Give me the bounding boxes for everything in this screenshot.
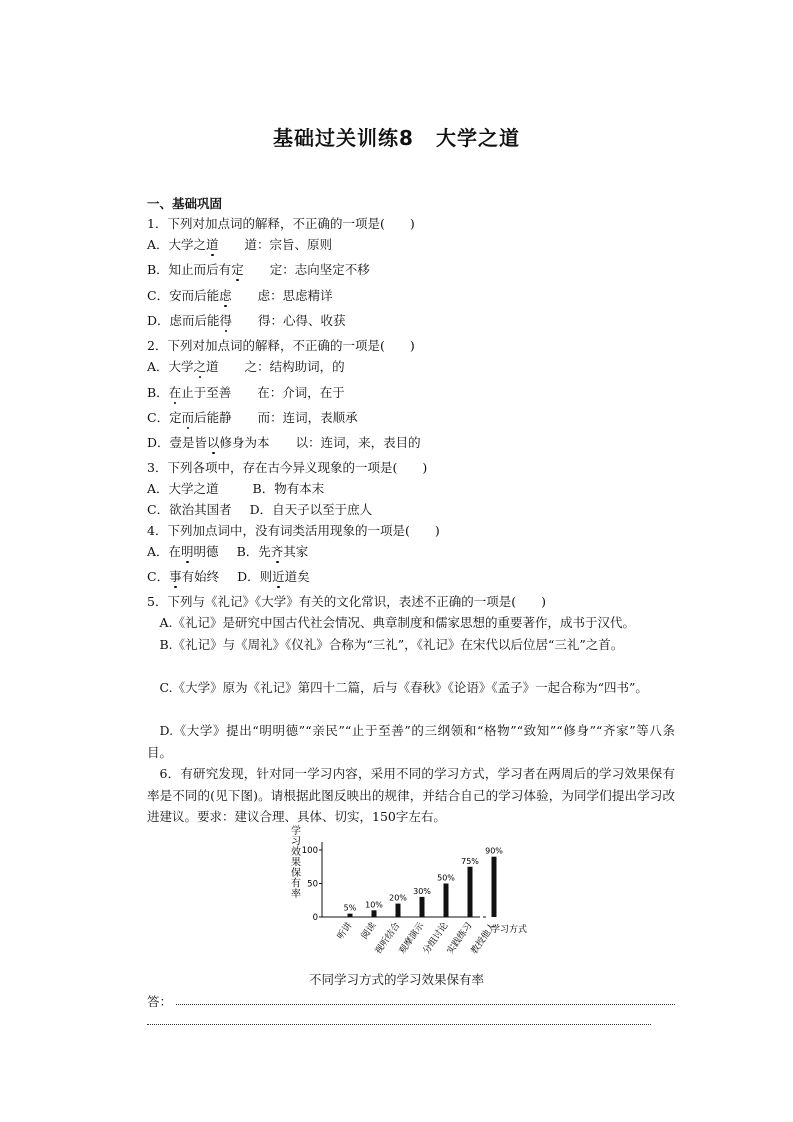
- bar: [348, 914, 353, 917]
- bar: [420, 897, 425, 917]
- q2-option-a: A．大学之道 之：结构助词，的: [147, 359, 345, 374]
- x-axis-label: 学习方式: [491, 925, 528, 935]
- q5-option-c: C.《大学》原为《礼记》第四十二篇，后与《春秋》《论语》《孟子》一起合称为“四书”。: [159, 680, 648, 695]
- q3-options-ab: A．大学之道 B．物有本末: [147, 481, 325, 496]
- category-label: 阅读: [359, 920, 379, 942]
- y-axis-label-char: 果: [291, 857, 301, 869]
- bar-value-label: 5%: [343, 903, 357, 913]
- bar-value-label: 10%: [365, 900, 383, 910]
- q3-options-cd: C．欲治其国者 D．自天子以至于庶人: [147, 502, 373, 517]
- answer-line-2[interactable]: [147, 1024, 651, 1025]
- q4-options-ab: A．在明明德 B．先齐其家: [147, 544, 309, 559]
- bar-value-label: 50%: [437, 873, 455, 883]
- page-title: 基础过关训练8 大学之道: [273, 126, 520, 150]
- y-axis-label-char: 学: [291, 826, 301, 837]
- q1-option-c: C．安而后能虑 虑：思虑精详: [147, 288, 333, 303]
- q1-stem: 1．下列对加点词的解释，不正确的一项是( ): [147, 216, 415, 231]
- y-tick-label: 100: [301, 846, 318, 856]
- y-axis-label-char: 有: [291, 878, 301, 890]
- q4-stem: 4．下列加点词中，没有词类活用现象的一项是( ): [147, 523, 440, 538]
- q5-option-b: B.《礼记》与《周礼》《仪礼》合称为“三礼”，《礼记》在宋代以后位居“三礼”之首。: [159, 637, 624, 652]
- q6-stem: 6．有研究发现，针对同一学习内容，采用不同的学习方式，学习者在两周后的学习效果保有率是不同的(见下图)。请根据此图反映出的规律，并结合自己的学习体验，为同学们提出学习改进建议。要求：建议合理、具体、切实，150字左右。: [147, 766, 675, 824]
- y-axis-label-char: 习: [291, 836, 301, 848]
- q1-option-a: A．大学之道 道：宗旨、原则: [147, 237, 333, 252]
- bar: [396, 904, 401, 917]
- section-heading: 一、基础巩固: [147, 196, 223, 211]
- q2-stem: 2．下列对加点词的解释，不正确的一项是( ): [147, 338, 415, 353]
- q2-option-c: C．定而后能静 而：连词，表顺承: [147, 410, 358, 425]
- bar: [444, 884, 449, 918]
- q2-option-b: B．在止于至善 在：介词，在于: [147, 385, 345, 400]
- category-label: 教授他人: [469, 920, 499, 957]
- bar-value-label: 30%: [413, 886, 431, 896]
- q5-option-d: D.《大学》提出“明明德”“亲民”“止于至善”的三纲领和“格物”“致知”“修身”“齐家”等八条目。: [147, 723, 675, 760]
- bar-value-label: 75%: [461, 856, 479, 866]
- retention-chart: [280, 822, 540, 972]
- category-label: 听讲: [335, 920, 355, 942]
- bar: [372, 910, 377, 917]
- bar-value-label: 90%: [485, 846, 503, 856]
- q3-stem: 3．下列各项中，存在古今异义现象的一项是( ): [147, 460, 428, 475]
- q4-options-cd: C．事有始终 D．则近道矣: [147, 569, 310, 584]
- y-axis-label-char: 率: [291, 889, 301, 900]
- y-axis-label-char: 保: [291, 868, 301, 879]
- bar: [492, 857, 497, 917]
- category-label: 观摩演示: [397, 920, 427, 957]
- category-label: 实践练习: [445, 920, 475, 957]
- q5-stem: 5．下列与《礼记》《大学》有关的文化常识，表述不正确的一项是( ): [147, 594, 546, 609]
- y-tick-label: 0: [312, 913, 318, 923]
- y-axis-label-char: 效: [291, 847, 301, 858]
- y-tick-label: 50: [307, 879, 318, 890]
- bar: [468, 867, 473, 917]
- bar-value-label: 20%: [389, 893, 407, 903]
- chart-caption: 不同学习方式的学习效果保有率: [308, 972, 484, 987]
- answer-line-1[interactable]: [176, 1004, 675, 1005]
- category-label: 视听结合: [373, 920, 403, 957]
- answer-label: 答：: [147, 994, 173, 1009]
- q5-option-a: A.《礼记》是研究中国古代社会情况、典章制度和儒家思想的重要著作，成书于汉代。: [159, 615, 636, 630]
- q1-option-d: D．虑而后能得 得：心得、收获: [147, 313, 346, 328]
- q1-option-b: B．知止而后有定 定：志向坚定不移: [147, 262, 370, 277]
- q2-option-d: D．壹是皆以修身为本 以：连词，来，表目的: [147, 435, 421, 450]
- chart-svg: [280, 822, 540, 972]
- category-label: 分组讨论: [421, 920, 451, 957]
